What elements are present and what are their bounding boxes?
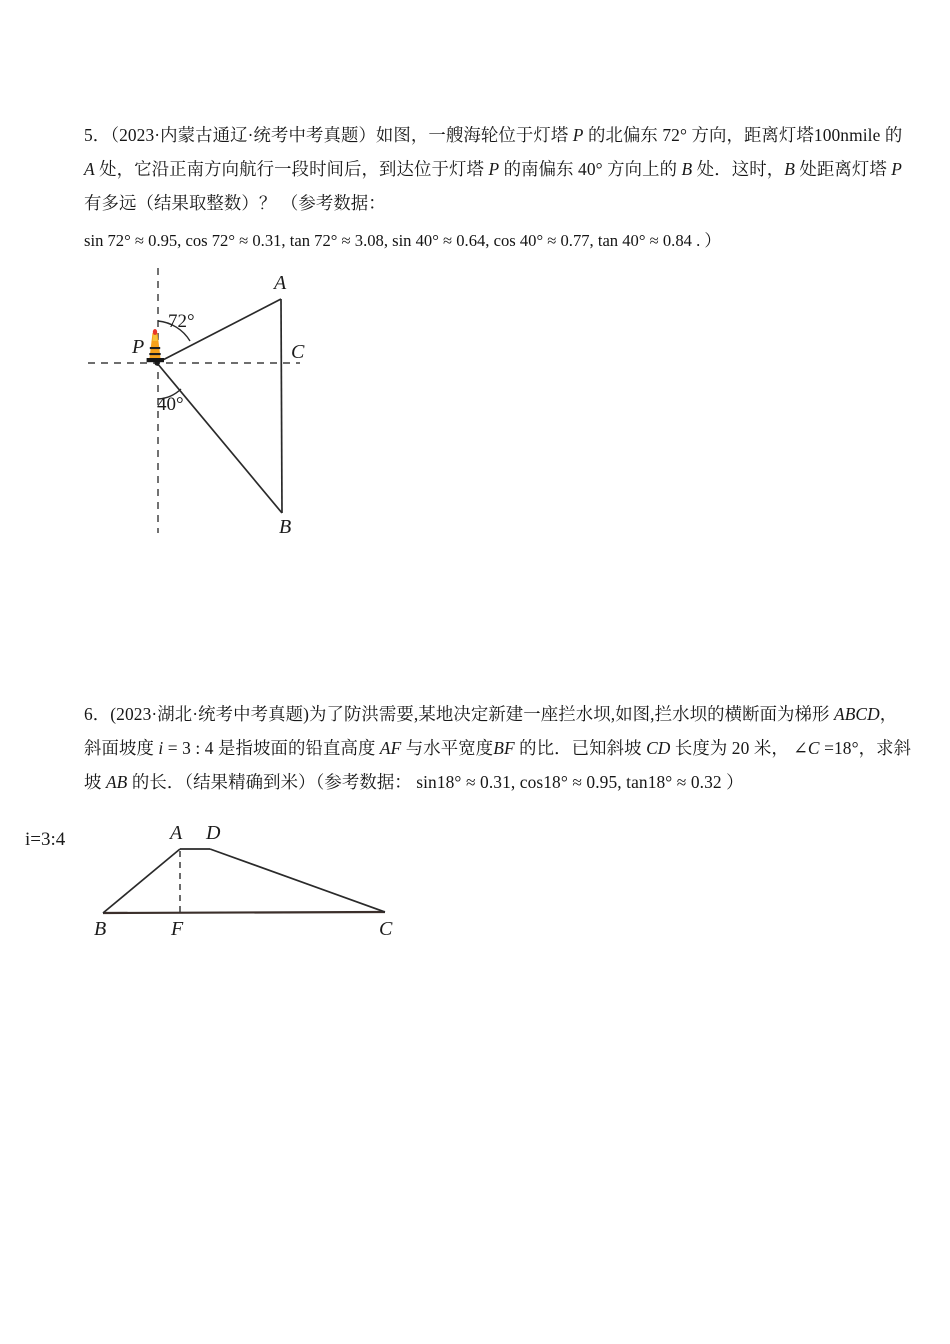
dam-trapezoid-diagram (0, 795, 460, 940)
problem-5-line2-t3: 处．这时， (692, 159, 785, 179)
problem-6-line1-head: 6．(2023·湖北·统考中考真题)为了防洪需要,某地决定新建一座拦水坝,如图,拦水坝的横断面为梯形 (84, 704, 834, 724)
label-angle-72: 72° (168, 311, 195, 332)
problem-6-reference-data: sin18° ≈ 0.31, cos18° ≈ 0.95, tan18° ≈ 0.32 (416, 772, 722, 792)
problem-6-line3-t3: ） (721, 772, 744, 792)
problem-5-line2-t4: 处距离灯塔 (794, 159, 892, 179)
segment-BC (103, 912, 385, 913)
problem-6-var-i: i (158, 738, 164, 758)
problem-5-var-p: P (572, 125, 584, 145)
problem-6-var-ab: AB (105, 772, 128, 792)
problem-6-line-1 (84, 697, 898, 731)
lighthouse-icon (147, 329, 164, 362)
label-A: A (170, 822, 183, 844)
problem-6-line2-t2: = 3 : 4 是指坡面的铅直高度 (163, 738, 380, 758)
problem-6-line2-t3: 与水平宽度 (401, 738, 494, 758)
problem-6-block (84, 697, 912, 799)
problem-5-block (84, 118, 903, 257)
problem-5-line1-tail: 的 (880, 125, 903, 145)
problem-6-line3-t2: 的长．（结果精确到米）（参考数据： (127, 772, 417, 792)
label-B: B (279, 516, 292, 538)
segment-BA (103, 849, 180, 913)
segment-DC (210, 849, 385, 912)
label-F: F (171, 918, 184, 940)
segment-AB (281, 299, 282, 513)
problem-6-line2-t6: =18°，求斜 (819, 738, 912, 758)
label-D: D (206, 822, 221, 844)
problem-5-line-3: 有多远（结果取整数）？ （参考数据： (84, 193, 386, 213)
problem-6-var-angle-c: ∠C (793, 738, 820, 758)
problem-6-line-2 (84, 731, 912, 765)
problem-5-var-p-2: P (488, 159, 500, 179)
problem-5-line1-head: 5．（2023·内蒙古通辽·统考中考真题）如图，一艘海轮位于灯塔 (84, 125, 573, 145)
label-A: A (274, 272, 287, 294)
problem-5-line-2 (84, 152, 903, 186)
problem-5-reference-data: sin 72° ≈ 0.95, cos 72° ≈ 0.31, tan 72° ≈ 3.08, sin 40° ≈ 0.64, cos 40° ≈ 0.77, tan 40° ≈ 0.84 . ） (84, 231, 721, 250)
problem-5-distance: 100nmile (813, 125, 881, 145)
problem-5-line2-t2: 的南偏东 40° 方向上的 (499, 159, 682, 179)
problem-5-line2-t1: 处，它沿正南方向航行一段时间后，到达位于灯塔 (94, 159, 489, 179)
problem-6-line2-t4: 的比．已知斜坡 (514, 738, 647, 758)
lighthouse-bearing-diagram (0, 255, 420, 565)
problem-5-var-a: A (84, 159, 95, 179)
problem-6-var-abcd: ABCD (833, 704, 880, 724)
label-C: C (291, 341, 305, 363)
problem-5-line1-mid: 的北偏东 72° 方向，距离灯塔 (583, 125, 814, 145)
label-slope-ratio: i=3:4 (25, 829, 66, 850)
problem-6-var-af: AF (379, 738, 402, 758)
problem-6-line2-t1: 斜面坡度 (84, 738, 159, 758)
problem-6-var-bf: BF (493, 738, 515, 758)
problem-5-line-1 (84, 118, 903, 152)
label-P: P (132, 336, 145, 358)
label-angle-40: 40° (157, 394, 184, 415)
problem-5-var-b: B (681, 159, 693, 179)
problem-6-var-cd: CD (646, 738, 671, 758)
problem-6-line2-t5: 长度为 20 米， (670, 738, 794, 758)
problem-6-line1-tail: ， (879, 704, 898, 724)
problem-5-var-p-3: P (891, 159, 903, 179)
problem-5-var-b-2: B (784, 159, 795, 179)
label-C: C (379, 918, 393, 940)
problem-6-line-3 (84, 765, 884, 799)
segment-PB (157, 363, 282, 513)
label-B: B (94, 918, 107, 940)
problem-6-line3-t1: 坡 (84, 772, 106, 792)
